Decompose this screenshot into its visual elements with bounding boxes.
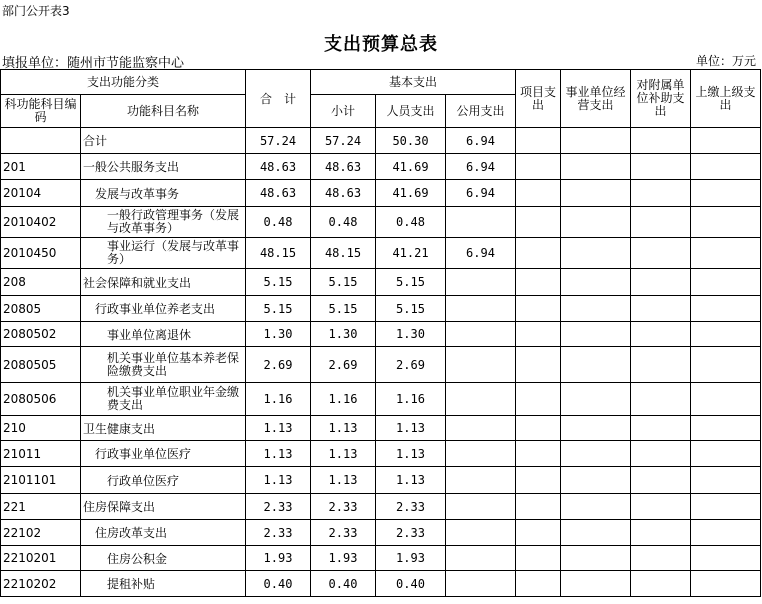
cell-code: 2080506 xyxy=(1,383,81,416)
cell-code: 20805 xyxy=(1,296,81,322)
cell-code: 2210202 xyxy=(1,571,81,597)
cell-empty xyxy=(691,322,761,347)
cell-personnel: 1.13 xyxy=(376,441,446,467)
cell-total: 1.13 xyxy=(246,416,311,441)
cell-public xyxy=(446,546,516,571)
cell-subtotal: 1.13 xyxy=(311,416,376,441)
cell-name: 事业运行（发展与改革事务） xyxy=(81,238,246,269)
cell-empty xyxy=(631,383,691,416)
table-row xyxy=(1,467,761,494)
cell-empty xyxy=(561,467,631,494)
cell-total: 2.33 xyxy=(246,494,311,520)
cell-empty xyxy=(691,296,761,322)
cell-public xyxy=(446,383,516,416)
cell-name: 一般公共服务支出 xyxy=(81,154,246,180)
cell-subtotal: 48.15 xyxy=(311,238,376,269)
cell-personnel: 0.48 xyxy=(376,207,446,238)
cell-total: 5.15 xyxy=(246,296,311,322)
cell-empty xyxy=(516,441,561,467)
cell-personnel: 41.69 xyxy=(376,154,446,180)
cell-subtotal: 1.93 xyxy=(311,546,376,571)
cell-empty xyxy=(516,154,561,180)
cell-name: 住房公积金 xyxy=(81,546,246,571)
header-subtotal: 小计 xyxy=(311,95,376,128)
cell-total: 2.33 xyxy=(246,520,311,546)
cell-empty xyxy=(631,180,691,207)
cell-empty xyxy=(561,207,631,238)
cell-name: 卫生健康支出 xyxy=(81,416,246,441)
cell-empty xyxy=(631,322,691,347)
cell-total: 48.15 xyxy=(246,238,311,269)
table-row xyxy=(1,128,761,154)
cell-subtotal: 1.16 xyxy=(311,383,376,416)
cell-code: 2010402 xyxy=(1,207,81,238)
cell-code: 210 xyxy=(1,416,81,441)
cell-empty xyxy=(516,128,561,154)
cell-personnel: 2.69 xyxy=(376,347,446,383)
cell-public xyxy=(446,571,516,597)
cell-empty xyxy=(691,441,761,467)
cell-empty xyxy=(631,416,691,441)
cell-empty xyxy=(691,238,761,269)
cell-public: 6.94 xyxy=(446,180,516,207)
cell-empty xyxy=(561,322,631,347)
cell-empty xyxy=(561,546,631,571)
table-row xyxy=(1,347,761,383)
header-business: 事业单位经营支出 xyxy=(561,70,631,128)
cell-empty xyxy=(516,546,561,571)
cell-empty xyxy=(561,154,631,180)
cell-total: 1.16 xyxy=(246,383,311,416)
cell-personnel: 5.15 xyxy=(376,296,446,322)
cell-empty xyxy=(691,546,761,571)
cell-code: 21011 xyxy=(1,441,81,467)
cell-personnel: 2.33 xyxy=(376,520,446,546)
cell-empty xyxy=(516,207,561,238)
cell-public xyxy=(446,296,516,322)
cell-total: 5.15 xyxy=(246,269,311,296)
cell-empty xyxy=(516,467,561,494)
cell-name: 机关事业单位基本养老保险缴费支出 xyxy=(81,347,246,383)
cell-empty xyxy=(516,238,561,269)
cell-empty xyxy=(691,416,761,441)
cell-empty xyxy=(631,128,691,154)
cell-public xyxy=(446,207,516,238)
cell-empty xyxy=(561,238,631,269)
cell-subtotal: 0.40 xyxy=(311,571,376,597)
cell-empty xyxy=(691,207,761,238)
cell-subtotal: 5.15 xyxy=(311,296,376,322)
cell-empty xyxy=(561,416,631,441)
cell-empty xyxy=(631,546,691,571)
cell-empty xyxy=(516,571,561,597)
cell-name: 行政单位医疗 xyxy=(81,467,246,494)
cell-empty xyxy=(516,383,561,416)
cell-personnel: 50.30 xyxy=(376,128,446,154)
cell-empty xyxy=(691,520,761,546)
cell-personnel: 1.93 xyxy=(376,546,446,571)
table-row xyxy=(1,296,761,322)
cell-name: 行政事业单位医疗 xyxy=(81,441,246,467)
cell-public: 6.94 xyxy=(446,128,516,154)
cell-code: 2101101 xyxy=(1,467,81,494)
table-row xyxy=(1,238,761,269)
cell-personnel: 2.33 xyxy=(376,494,446,520)
cell-total: 48.63 xyxy=(246,154,311,180)
cell-public xyxy=(446,269,516,296)
cell-empty xyxy=(561,128,631,154)
cell-name: 社会保障和就业支出 xyxy=(81,269,246,296)
cell-empty xyxy=(516,322,561,347)
cell-personnel: 41.69 xyxy=(376,180,446,207)
budget-table xyxy=(0,69,761,597)
cell-empty xyxy=(691,383,761,416)
cell-total: 48.63 xyxy=(246,180,311,207)
cell-public: 6.94 xyxy=(446,154,516,180)
cell-personnel: 1.30 xyxy=(376,322,446,347)
cell-empty xyxy=(691,467,761,494)
cell-name: 一般行政管理事务（发展与改革事务） xyxy=(81,207,246,238)
cell-name: 发展与改革事务 xyxy=(81,180,246,207)
table-row xyxy=(1,441,761,467)
cell-subtotal: 1.13 xyxy=(311,467,376,494)
cell-subtotal: 1.13 xyxy=(311,441,376,467)
reporting-unit: 填报单位：随州市节能监察中心 xyxy=(2,56,185,71)
currency-unit: 单位：万元 xyxy=(695,54,756,68)
cell-name: 合计 xyxy=(81,128,246,154)
table-row xyxy=(1,154,761,180)
cell-code: 2010450 xyxy=(1,238,81,269)
table-row xyxy=(1,571,761,597)
header-name: 功能科目名称 xyxy=(81,95,246,128)
cell-empty xyxy=(631,441,691,467)
cell-public xyxy=(446,520,516,546)
cell-empty xyxy=(561,347,631,383)
cell-public xyxy=(446,416,516,441)
table-row xyxy=(1,207,761,238)
cell-name: 机关事业单位职业年金缴费支出 xyxy=(81,383,246,416)
header-basic: 基本支出 xyxy=(311,70,516,95)
table-row xyxy=(1,180,761,207)
header-upper: 上缴上级支出 xyxy=(691,70,761,128)
cell-total: 0.40 xyxy=(246,571,311,597)
header-code: 科功能科目编码 xyxy=(1,95,81,128)
cell-subtotal: 2.33 xyxy=(311,520,376,546)
header-public: 公用支出 xyxy=(446,95,516,128)
cell-empty xyxy=(631,238,691,269)
cell-empty xyxy=(516,347,561,383)
cell-public xyxy=(446,441,516,467)
cell-subtotal: 1.30 xyxy=(311,322,376,347)
cell-code: 208 xyxy=(1,269,81,296)
table-row xyxy=(1,546,761,571)
header-func-class: 支出功能分类 xyxy=(1,70,246,95)
cell-subtotal: 2.33 xyxy=(311,494,376,520)
cell-total: 1.13 xyxy=(246,441,311,467)
cell-code: 22102 xyxy=(1,520,81,546)
cell-personnel: 1.16 xyxy=(376,383,446,416)
cell-personnel: 5.15 xyxy=(376,269,446,296)
cell-empty xyxy=(691,494,761,520)
cell-personnel: 41.21 xyxy=(376,238,446,269)
cell-empty xyxy=(561,571,631,597)
cell-empty xyxy=(631,494,691,520)
cell-empty xyxy=(516,269,561,296)
header-subsidy: 对附属单位补助支出 xyxy=(631,70,691,128)
cell-subtotal: 0.48 xyxy=(311,207,376,238)
cell-code: 201 xyxy=(1,154,81,180)
header-total: 合 计 xyxy=(246,70,311,128)
cell-total: 2.69 xyxy=(246,347,311,383)
cell-public xyxy=(446,494,516,520)
cell-total: 57.24 xyxy=(246,128,311,154)
cell-personnel: 0.40 xyxy=(376,571,446,597)
cell-empty xyxy=(516,416,561,441)
cell-empty xyxy=(516,180,561,207)
cell-empty xyxy=(691,180,761,207)
cell-code: 2080505 xyxy=(1,347,81,383)
cell-total: 1.13 xyxy=(246,467,311,494)
cell-subtotal: 5.15 xyxy=(311,269,376,296)
cell-subtotal: 57.24 xyxy=(311,128,376,154)
cell-empty xyxy=(691,128,761,154)
cell-public: 6.94 xyxy=(446,238,516,269)
cell-empty xyxy=(691,269,761,296)
cell-empty xyxy=(561,520,631,546)
cell-empty xyxy=(691,571,761,597)
cell-empty xyxy=(631,347,691,383)
sheet-label: 部门公开表3 xyxy=(2,4,70,18)
table-row xyxy=(1,416,761,441)
cell-name: 住房改革支出 xyxy=(81,520,246,546)
table-row xyxy=(1,520,761,546)
header-personnel: 人员支出 xyxy=(376,95,446,128)
cell-empty xyxy=(631,467,691,494)
cell-public xyxy=(446,347,516,383)
cell-empty xyxy=(691,347,761,383)
cell-empty xyxy=(561,494,631,520)
cell-empty xyxy=(516,494,561,520)
header-project: 项目支出 xyxy=(516,70,561,128)
cell-code xyxy=(1,128,81,154)
cell-name: 提租补贴 xyxy=(81,571,246,597)
cell-subtotal: 48.63 xyxy=(311,180,376,207)
page-title: 支出预算总表 xyxy=(324,34,438,55)
cell-empty xyxy=(561,296,631,322)
cell-name: 住房保障支出 xyxy=(81,494,246,520)
cell-code: 20104 xyxy=(1,180,81,207)
cell-empty xyxy=(631,520,691,546)
cell-empty xyxy=(561,441,631,467)
cell-name: 行政事业单位养老支出 xyxy=(81,296,246,322)
cell-subtotal: 2.69 xyxy=(311,347,376,383)
cell-code: 2210201 xyxy=(1,546,81,571)
cell-empty xyxy=(561,383,631,416)
cell-empty xyxy=(561,180,631,207)
cell-empty xyxy=(691,154,761,180)
table-row xyxy=(1,383,761,416)
cell-total: 1.30 xyxy=(246,322,311,347)
table-row xyxy=(1,322,761,347)
cell-empty xyxy=(631,296,691,322)
cell-empty xyxy=(631,207,691,238)
cell-total: 1.93 xyxy=(246,546,311,571)
table-row xyxy=(1,269,761,296)
cell-empty xyxy=(561,269,631,296)
cell-empty xyxy=(631,269,691,296)
cell-empty xyxy=(631,154,691,180)
cell-personnel: 1.13 xyxy=(376,467,446,494)
table-body xyxy=(1,128,761,597)
cell-code: 2080502 xyxy=(1,322,81,347)
cell-empty xyxy=(631,571,691,597)
cell-name: 事业单位离退休 xyxy=(81,322,246,347)
cell-personnel: 1.13 xyxy=(376,416,446,441)
cell-code: 221 xyxy=(1,494,81,520)
cell-empty xyxy=(516,296,561,322)
cell-subtotal: 48.63 xyxy=(311,154,376,180)
cell-public xyxy=(446,322,516,347)
cell-public xyxy=(446,467,516,494)
table-row xyxy=(1,494,761,520)
cell-total: 0.48 xyxy=(246,207,311,238)
cell-empty xyxy=(516,520,561,546)
